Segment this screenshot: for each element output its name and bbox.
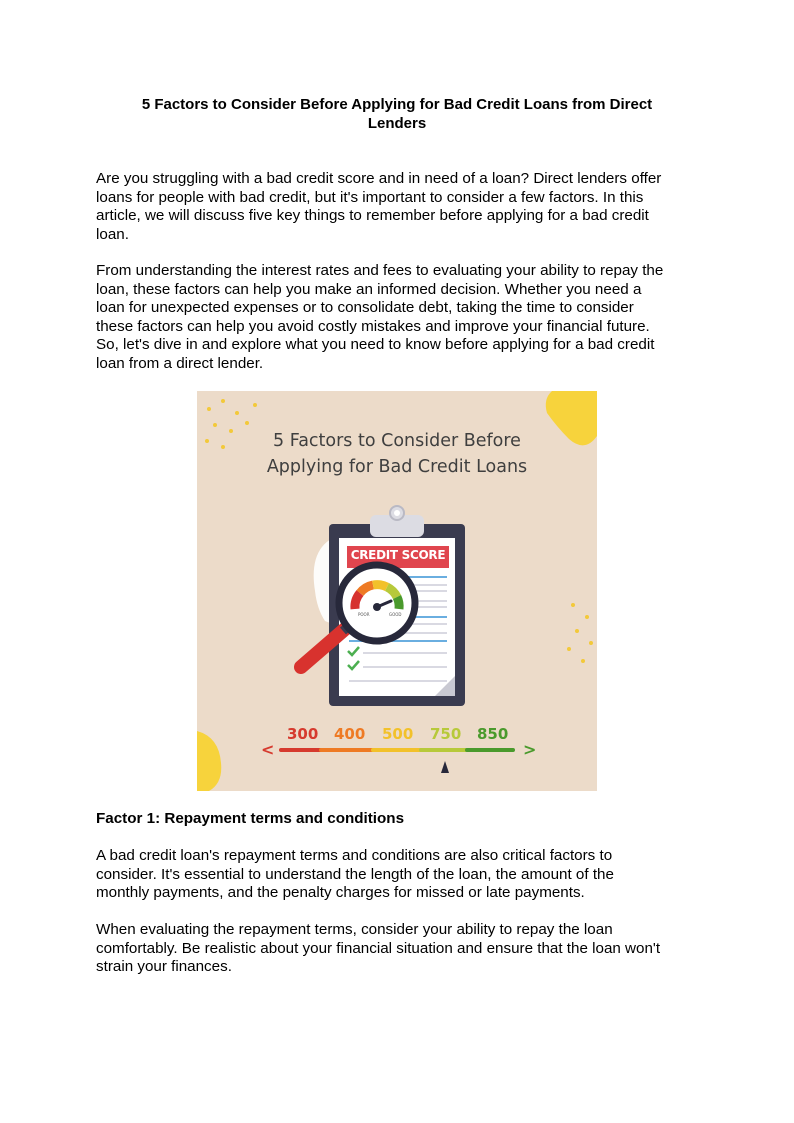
text-line: comfortably. Be realistic about your financial situation and ensure that the loan won't — [96, 939, 661, 957]
article-title-line-1: 5 Factors to Consider Before Applying for Bad Credit Loans from Direct — [141, 96, 653, 113]
text-line: loans for people with bad credit, but it's important to consider a few factors. In this — [96, 188, 644, 206]
dot-pattern-right — [567, 603, 593, 663]
score-400: 400 — [334, 725, 366, 743]
score-pointer-icon — [441, 761, 449, 773]
score-300: 300 — [287, 725, 319, 743]
credit-score-infographic — [197, 391, 597, 791]
score-850: 850 — [477, 725, 509, 743]
chevron-right-icon: > — [523, 740, 537, 759]
text-line: A bad credit loan's repayment terms and conditions are also critical factors to — [96, 847, 613, 864]
yellow-blob-bottom-left — [197, 731, 221, 791]
credit-score-label: CREDIT SCORE — [350, 548, 446, 562]
text-line: So, let's dive in and explore what you need to know before applying for a bad credit — [96, 336, 655, 353]
text-line: loan. — [96, 225, 129, 243]
text-line: article, we will discuss five key things to remember before applying for a bad credit — [96, 207, 649, 224]
infographic-title-line-1: 5 Factors to Consider Before — [273, 431, 521, 451]
infographic-title-line-2: Applying for Bad Credit Loans — [266, 457, 528, 477]
text-line: strain your finances. — [96, 958, 232, 975]
factor-1-heading: Factor 1: Repayment terms and conditions — [96, 810, 405, 827]
text-line: consider. It's essential to understand the length of the loan, the amount of the — [96, 865, 614, 883]
intro-paragraph — [96, 170, 700, 244]
text-line: When evaluating the repayment terms, consider your ability to repay the loan — [96, 921, 613, 938]
text-line: monthly payments, and the penalty charges for missed or late payments. — [96, 884, 585, 901]
article-title-line-2: Lenders — [367, 115, 427, 132]
score-500: 500 — [382, 725, 414, 743]
text-line: loan from a direct lender. — [96, 354, 264, 372]
text-line: loan, these factors can help you make an informed decision. Whether you need a — [96, 280, 642, 298]
factor-1-paragraph-2 — [96, 921, 700, 977]
score-750: 750 — [430, 725, 462, 743]
text-line: these factors can help you avoid costly mistakes and improve your financial future. — [96, 317, 650, 335]
second-paragraph — [96, 262, 700, 373]
gauge-high-label: GOOD — [389, 612, 402, 617]
factor-1-paragraph-1 — [96, 847, 700, 903]
text-line: From understanding the interest rates and fees to evaluating your ability to repay the — [96, 262, 664, 279]
chevron-left-icon: < — [261, 740, 275, 759]
article-title — [110, 95, 684, 133]
text-line: loan for unexpected expenses or to consolidate debt, taking the time to consider — [96, 299, 634, 316]
gauge-low-label: POOR — [358, 612, 370, 617]
text-line: Are you struggling with a bad credit score and in need of a loan? Direct lenders offer — [96, 170, 662, 187]
